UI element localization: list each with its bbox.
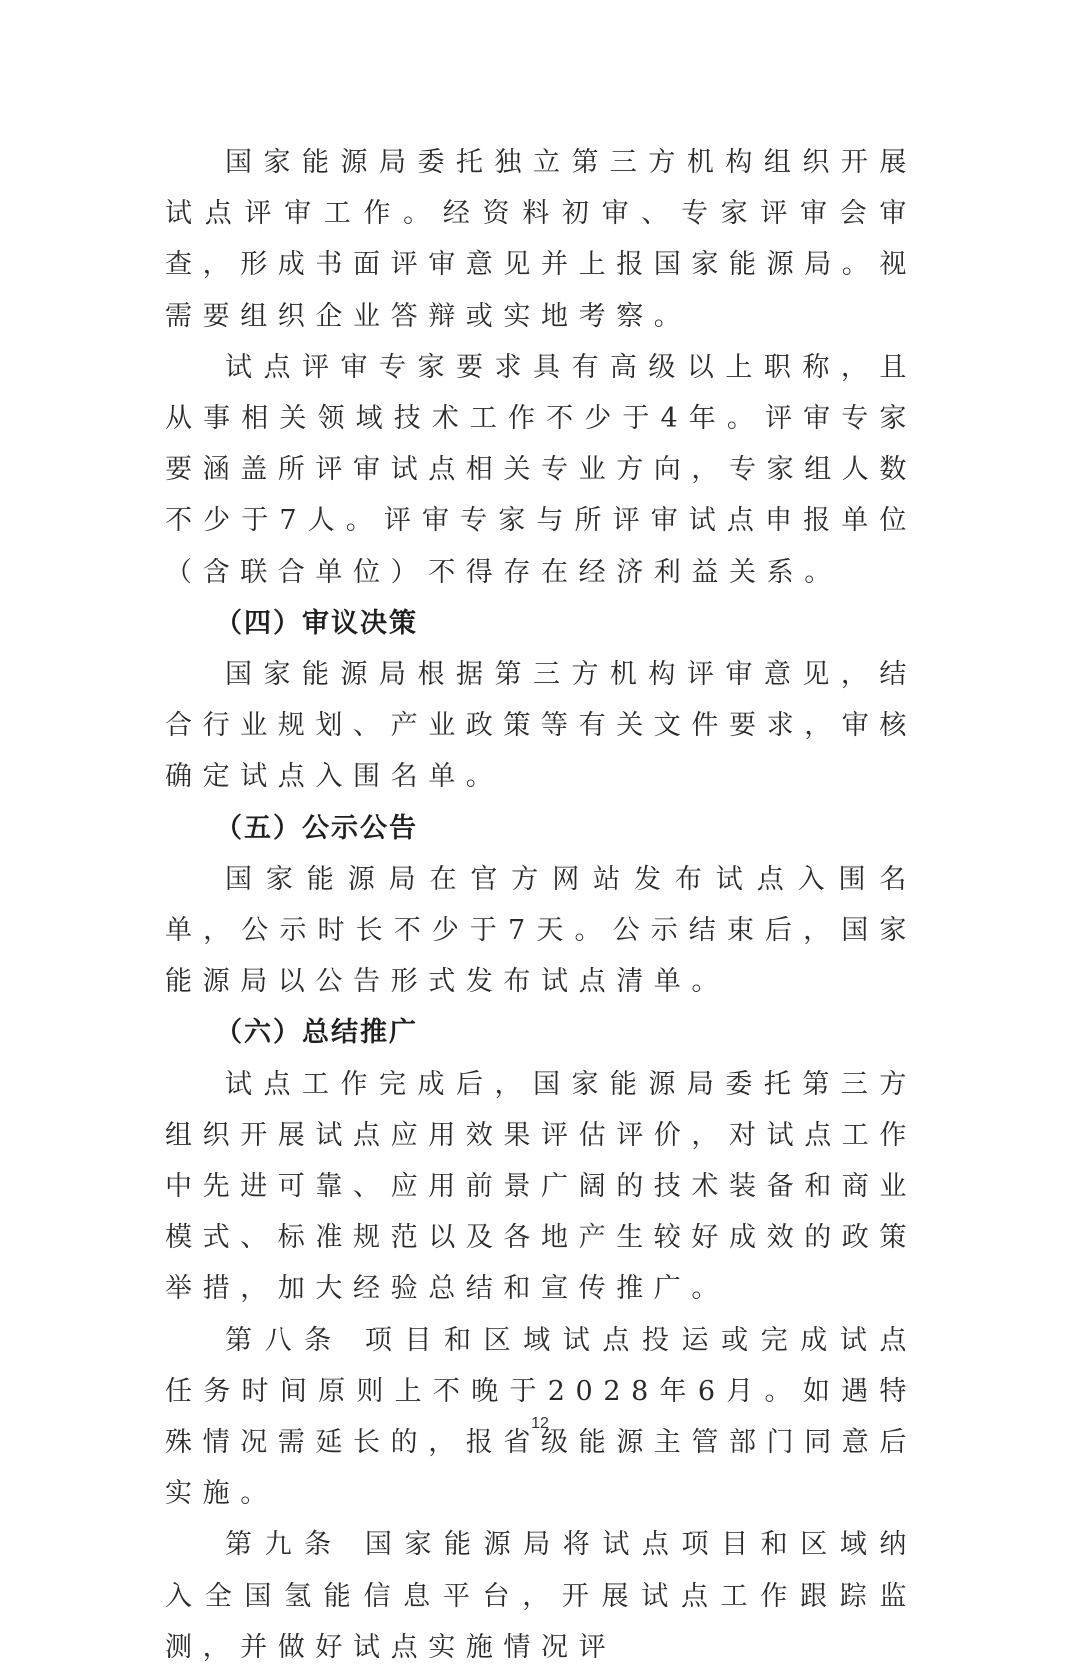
paragraph-summary: 试点工作完成后，国家能源局委托第三方组织开展试点应用效果评估评价，对试点工作中先进可靠、应用前景广阔的技术装备和商业模式、标准规范以及各地产生较好成效的政策举措，加大经验总结和宣传推广。 <box>165 1068 917 1305</box>
section-heading-publicity: （五）公示公告 <box>215 812 418 844</box>
paragraph-article-8: 第八条 项目和区域试点投运或完成试点任务时间原则上不晚于2028年6月。如遇特殊情况需延长的，报省级能源主管部门同意后实施。 <box>165 1324 917 1510</box>
section-heading-summary: （六）总结推广 <box>215 1017 418 1049</box>
paragraph-article-9: 第九条 国家能源局将试点项目和区域纳入全国氢能信息平台，开展试点工作跟踪监测，并做好试点实施情况评 <box>165 1529 917 1663</box>
paragraph-publicity: 国家能源局在官方网站发布试点入围名单，公示时长不少于7天。公示结束后，国家能源局以公告形式发布试点清单。 <box>165 863 917 998</box>
section-heading-deliberation: （四）审议决策 <box>215 607 418 639</box>
paragraph-third-party-review: 国家能源局委托独立第三方机构组织开展试点评审工作。经资料初审、专家评审会审查，形成书面评审意见并上报国家能源局。视需要组织企业答辩或实地考察。 <box>165 147 917 332</box>
document-page <box>165 137 917 1673</box>
paragraph-expert-requirements: 试点评审专家要求具有高级以上职称，且从事相关领域技术工作不少于4年。评审专家要涵盖所评审试点相关专业方向，专家组人数不少于7人。评审专家与所评审试点申报单位（含联合单位）不得存在经济利益关系。 <box>165 351 917 588</box>
paragraph-deliberation: 国家能源局根据第三方机构评审意见，结合行业规划、产业政策等有关文件要求，审核确定试点入围名单。 <box>165 659 917 793</box>
page-number: 12 <box>531 1415 549 1432</box>
